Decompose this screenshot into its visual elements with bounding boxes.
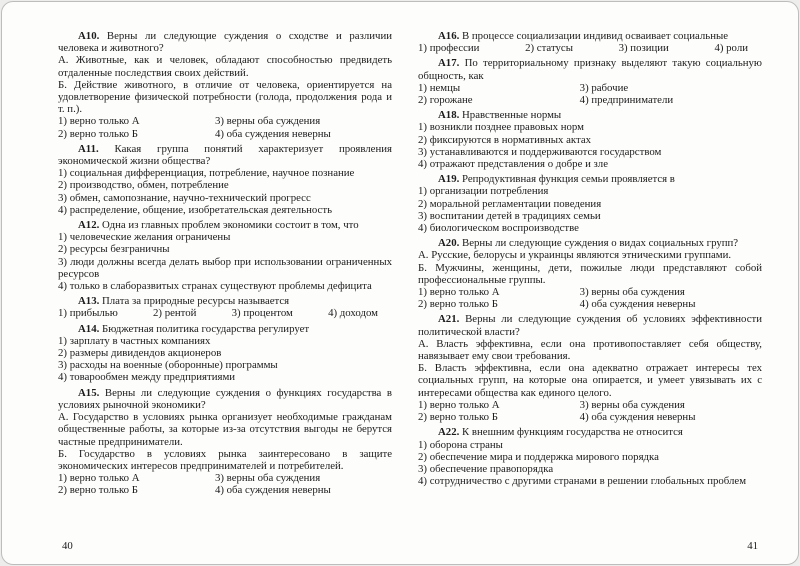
statement: А. Государство в условиях рынка организует необходимые гражданам общественные работы, за которые из-за отсутствия выгоды не берутся частные предприниматели. bbox=[58, 411, 392, 448]
answer-option: 3) обмен, самопознание, научно-технический прогресс bbox=[58, 191, 311, 204]
answer-option: 4) доходом bbox=[328, 307, 378, 320]
answer-option: 3) верны оба суждения bbox=[214, 472, 321, 485]
question-number: А14. bbox=[78, 322, 102, 335]
answer-option: 1) возникли позднее правовых норм bbox=[418, 121, 584, 134]
statement: А. Животные, как и человек, обладают способностью предвидеть отдаленные последствия своих действий. bbox=[58, 54, 392, 79]
answer-option: 4) оба суждения неверны bbox=[579, 298, 696, 311]
page-number-left: 40 bbox=[62, 540, 73, 552]
page-right bbox=[418, 30, 762, 552]
answer-option: 2) верно только Б bbox=[58, 484, 138, 497]
answer-option: 2) верно только Б bbox=[418, 411, 498, 424]
answer-options bbox=[58, 307, 392, 319]
answer-option: 1) немцы bbox=[418, 81, 461, 94]
question-number: А19. bbox=[438, 173, 462, 186]
answer-option: 3) обеспечение правопорядка bbox=[418, 462, 554, 475]
statement: А. Русские, белорусы и украинцы являются этническими группами. bbox=[418, 249, 732, 262]
answer-option: 1) верно только А bbox=[418, 286, 500, 299]
question-text: А17. По территориальному признаку выделяют такую социальную общность, как bbox=[418, 57, 762, 82]
answer-option: 4) оба суждения неверны bbox=[214, 484, 331, 497]
answer-option: 4) роли bbox=[714, 42, 748, 55]
question-text: А14. Бюджетная политика государства регулирует bbox=[78, 322, 310, 335]
answer-option: 3) люди должны всегда делать выбор при использовании ограниченных ресурсов bbox=[58, 255, 392, 280]
question-text: А15. Верны ли следующие суждения о функциях государства в условиях рыночной экономики? bbox=[58, 386, 392, 411]
page-left bbox=[58, 30, 392, 552]
answer-option: 4) оба суждения неверны bbox=[214, 127, 331, 140]
answer-options bbox=[418, 399, 762, 423]
statement: Б. Мужчины, женщины, дети, пожилые люди представляют собой профессиональные группы. bbox=[418, 261, 762, 286]
answer-options bbox=[418, 82, 762, 106]
question-number: А18. bbox=[438, 109, 462, 122]
answer-option: 2) статусы bbox=[525, 42, 573, 55]
answer-option: 4) сотрудничество с другими странами в решении глобальных проблем bbox=[418, 475, 747, 488]
question-number: А15. bbox=[78, 386, 105, 399]
answer-option: 3) верны оба суждения bbox=[579, 398, 685, 411]
question-number: А17. bbox=[438, 57, 465, 70]
answer-option: 4) отражают представления о добре и зле bbox=[418, 158, 608, 171]
answer-option: 2) моральной регламентации поведения bbox=[418, 197, 602, 210]
answer-option: 1) социальная дифференциация, потребление, научное познание bbox=[58, 167, 355, 180]
question-text: А16. В процессе социализации индивид осваивает социальные bbox=[438, 30, 729, 42]
question-number: А10. bbox=[78, 30, 107, 42]
answer-option: 4) оба суждения неверны bbox=[579, 411, 696, 424]
question-text: А22. К внешним функциям государства не относится bbox=[438, 426, 683, 439]
answer-option: 1) верно только А bbox=[58, 115, 140, 128]
question-number: А12. bbox=[78, 219, 102, 232]
answer-option: 2) фиксируются в нормативных актах bbox=[418, 133, 592, 146]
question-text: А12. Одна из главных проблем экономики состоит в том, что bbox=[78, 219, 359, 232]
answer-option: 1) прибылью bbox=[58, 307, 118, 320]
answer-option: 2) размеры дивидендов акционеров bbox=[58, 347, 222, 360]
question-number: А13. bbox=[78, 295, 102, 308]
answer-option: 2) ресурсы безграничны bbox=[58, 243, 170, 256]
answer-option: 4) предприниматели bbox=[579, 94, 674, 107]
answer-options bbox=[418, 42, 762, 54]
answer-option: 4) биологическом воспроизводстве bbox=[418, 222, 579, 235]
answer-option: 1) верно только А bbox=[58, 472, 140, 485]
question-number: А22. bbox=[438, 426, 462, 439]
answer-option: 4) товарообмен между предприятиями bbox=[58, 371, 236, 384]
statement: А. Власть эффективна, если она противопоставляет себя обществу, навязывает ему свои требования. bbox=[418, 337, 762, 363]
answer-option: 4) только в слаборазвитых странах существуют проблемы дефицита bbox=[58, 280, 372, 293]
answer-option: 1) профессии bbox=[418, 42, 480, 55]
question-text: А18. Нравственные нормы bbox=[438, 109, 562, 122]
page-right-content bbox=[418, 30, 762, 487]
answer-option: 3) рабочие bbox=[579, 81, 629, 94]
answer-option: 1) организации потребления bbox=[418, 185, 549, 198]
page-left-content bbox=[58, 30, 392, 497]
book-spread bbox=[1, 1, 799, 565]
statement: Б. Власть эффективна, если она адекватно отражает интересы тех социальных групп, на которые она опирается, и умеет увязывать их с интересами общества как единого целого. bbox=[418, 362, 762, 399]
answer-option: 2) производство, обмен, потребление bbox=[58, 179, 229, 192]
question-number: А11. bbox=[78, 142, 115, 155]
answer-option: 4) распределение, общение, изобретательская деятельность bbox=[58, 203, 332, 216]
answer-option: 3) верны оба суждения bbox=[214, 115, 321, 128]
page-number-right: 41 bbox=[747, 540, 758, 552]
answer-option: 1) оборона страны bbox=[418, 438, 503, 451]
answer-option: 2) рентой bbox=[153, 307, 197, 320]
answer-options bbox=[418, 286, 762, 310]
answer-option: 3) воспитании детей в традициях семьи bbox=[418, 209, 601, 222]
question-text: А19. Репродуктивная функция семьи проявляется в bbox=[438, 173, 675, 186]
answer-option: 1) зарплату в частных компаниях bbox=[58, 334, 211, 347]
answer-option: 2) верно только Б bbox=[418, 298, 498, 311]
question-text: А21. Верны ли следующие суждения об условиях эффективности политической власти? bbox=[418, 313, 762, 338]
question-number: А16. bbox=[438, 30, 462, 42]
answer-option: 3) верны оба суждения bbox=[579, 286, 685, 299]
answer-option: 2) верно только Б bbox=[58, 127, 138, 140]
answer-option: 3) процентом bbox=[231, 307, 293, 320]
question-number: А21. bbox=[438, 313, 466, 326]
statement: Б. Действие животного, в отличие от человека, ориентируется на удовлетворение физической потребности (голода, продолжения рода и т. п.). bbox=[58, 78, 392, 116]
answer-option: 3) позиции bbox=[618, 42, 669, 55]
question-text: А10. Верны ли следующие суждения о сходстве и различии человека и животного? bbox=[58, 30, 392, 55]
answer-options bbox=[58, 115, 392, 139]
answer-option: 1) человеческие желания ограничены bbox=[58, 231, 231, 244]
question-text: А11. Какая группа понятий характеризует проявления экономической жизни общества? bbox=[58, 142, 392, 168]
answer-option: 3) расходы на военные (оборонные) программы bbox=[58, 359, 278, 372]
answer-option: 3) устанавливаются и поддерживаются государством bbox=[418, 145, 662, 158]
question-text: А13. Плата за природные ресурсы называется bbox=[78, 295, 290, 308]
answer-option: 2) горожане bbox=[418, 94, 473, 107]
answer-option: 1) верно только А bbox=[418, 398, 500, 411]
answer-option: 2) обеспечение мира и поддержка мирового порядка bbox=[418, 450, 659, 463]
question-text: А20. Верны ли следующие суждения о видах социальных групп? bbox=[438, 237, 739, 250]
answer-options bbox=[58, 472, 392, 496]
statement: Б. Государство в условиях рынка заинтересовано в защите экономических интересов предпринимателей и потребителей. bbox=[58, 447, 392, 472]
question-number: А20. bbox=[438, 237, 462, 250]
